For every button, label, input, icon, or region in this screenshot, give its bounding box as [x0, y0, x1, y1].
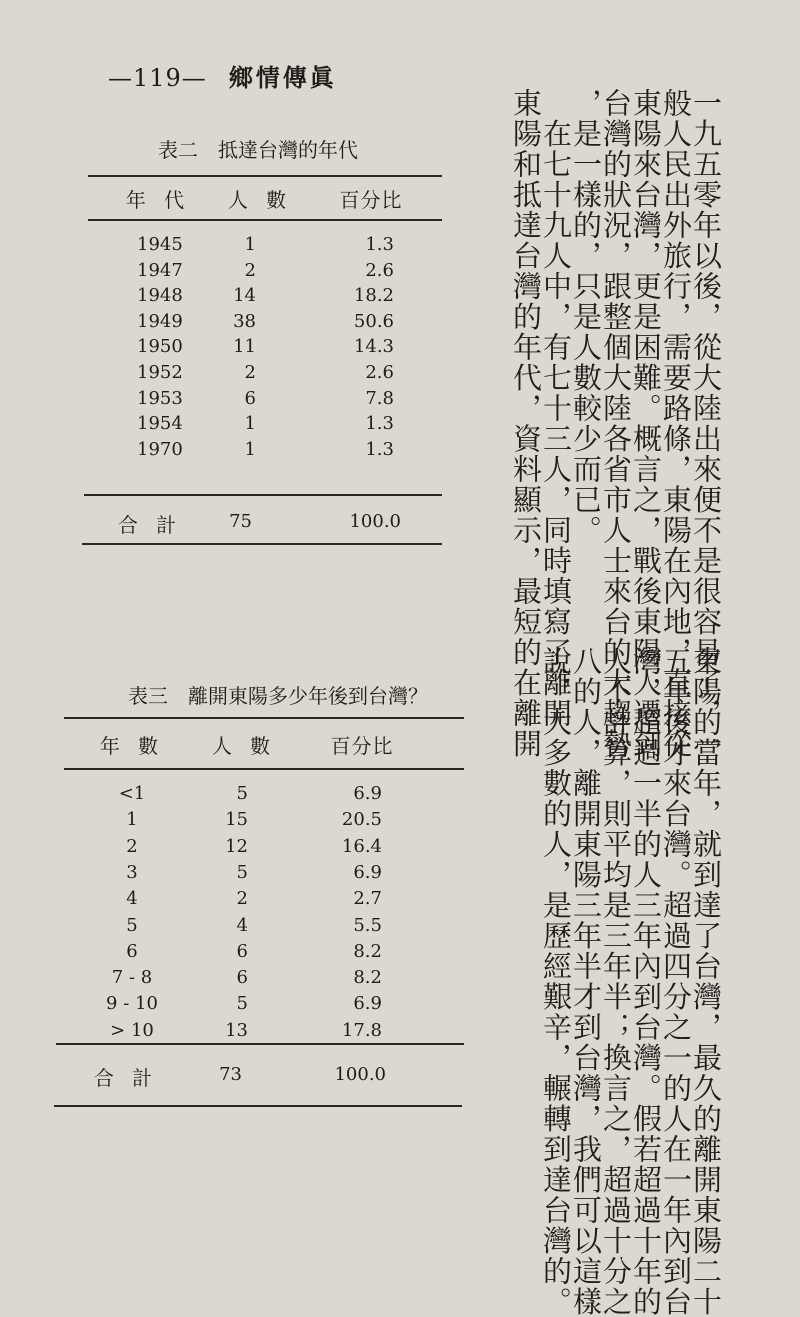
- cell-label: 1948: [137, 285, 183, 307]
- cell-count: 4: [236, 914, 248, 936]
- cell-count: 5: [236, 993, 248, 1015]
- cell-label: 5: [126, 914, 138, 936]
- cell-count: 12: [225, 835, 248, 857]
- cell-count: 38: [233, 310, 256, 332]
- column-header-years: 年 數: [99, 734, 165, 758]
- column-header-year: 年 代: [125, 188, 191, 212]
- cell-percent: 1.3: [365, 234, 394, 255]
- cell-percent: 6.9: [353, 861, 382, 883]
- cell-label: 3: [126, 861, 138, 883]
- cell-count: 6: [244, 387, 256, 409]
- table-total-rule: [84, 494, 442, 496]
- cell-count: 6: [236, 967, 248, 989]
- cell-percent: 50.6: [353, 310, 394, 332]
- text-column: 說，大多數的人，是歷經艱辛，輾轉到達台灣的。: [539, 646, 573, 1317]
- cell-label: 1947: [137, 259, 183, 281]
- column-header-percent: 百分比: [330, 734, 394, 758]
- page-header: [108, 58, 337, 93]
- cell-percent: 7.8: [365, 387, 394, 409]
- cell-label: 7 - 8: [111, 967, 153, 989]
- cell-label: 9 - 10: [106, 993, 158, 1015]
- cell-percent: 1.3: [365, 438, 394, 460]
- text-column: 灣，超過一半的人三年內到台灣。假若超過十年的: [629, 646, 663, 1317]
- column-header-count: 人 數: [227, 188, 293, 212]
- total-count: 73: [219, 1064, 242, 1085]
- cell-percent: 8.2: [353, 940, 382, 962]
- cell-count: 14: [233, 285, 256, 307]
- cell-percent: 2.6: [365, 362, 394, 383]
- cell-label: <1: [118, 783, 146, 804]
- text-column: 人不計算，則平均是三年半；換言之，超過十分之: [599, 646, 633, 1317]
- cell-percent: 14.3: [353, 336, 394, 358]
- total-label: 合 計: [117, 513, 183, 537]
- cell-count: 11: [233, 336, 256, 358]
- text-column: 五年後才來台灣。超過四分之一的人在一年內到台: [659, 646, 693, 1317]
- cell-percent: 6.9: [353, 783, 382, 804]
- cell-percent: 5.5: [353, 914, 382, 936]
- table-top-rule: [88, 175, 442, 177]
- cell-count: 2: [236, 888, 248, 910]
- cell-percent: 18.2: [353, 285, 394, 307]
- cell-count: 1: [244, 438, 256, 460]
- cell-label: 1949: [137, 310, 183, 332]
- table-caption: 表二 抵達台灣的年代: [158, 138, 358, 162]
- cell-percent: 2.6: [365, 259, 394, 281]
- cell-percent: 1.3: [365, 413, 394, 435]
- cell-count: 1: [244, 234, 256, 255]
- cell-percent: 2.7: [353, 888, 382, 910]
- text-column: 東陽來台灣，更是困難。概言之，戰後東陽人遷到: [629, 88, 663, 759]
- cell-label: 1970: [137, 438, 183, 460]
- text-column: 台灣的狀況，跟整個大陸各省市人士來台的大趨勢: [599, 88, 633, 759]
- running-title: 鄉情傳眞: [228, 63, 337, 92]
- cell-label: > 10: [110, 1019, 154, 1041]
- text-column: 東陽的當年，就到達了台灣，最久的離開東陽二十: [689, 646, 723, 1317]
- total-percent: 100.0: [334, 1064, 386, 1085]
- table-header-rule: [64, 768, 464, 770]
- cell-percent: 8.2: [353, 967, 382, 989]
- cell-count: 2: [244, 362, 256, 383]
- table-total-rule: [56, 1043, 464, 1045]
- column-header-count: 人 數: [211, 734, 277, 758]
- table-header-rule: [88, 219, 442, 221]
- text-column: 東陽和抵達台灣的年代，資料顯示，最短的在離開: [509, 88, 543, 759]
- cell-label: 1952: [137, 362, 183, 383]
- cell-count: 2: [244, 259, 256, 281]
- cell-label: 1954: [137, 413, 183, 435]
- table-bottom-rule: [54, 1105, 462, 1107]
- table-top-rule: [64, 717, 464, 719]
- cell-count: 15: [225, 809, 248, 831]
- cell-percent: 20.5: [341, 809, 382, 831]
- text-column: 般人民出外旅行，需要路條，東陽在內地，直接從: [659, 88, 693, 759]
- text-column: 八的人，離開東陽三年半才到台灣，我們可以這樣: [569, 646, 603, 1317]
- cell-count: 1: [244, 413, 256, 435]
- cell-label: 2: [126, 835, 138, 857]
- text-column: ，是一樣的，只是人數較少而已。: [569, 88, 603, 546]
- page-number: —119—: [108, 64, 207, 92]
- cell-count: 6: [236, 940, 248, 962]
- cell-label: 4: [126, 888, 138, 910]
- total-label: 合 計: [93, 1066, 159, 1090]
- cell-percent: 17.8: [341, 1019, 382, 1041]
- cell-percent: 6.9: [353, 993, 382, 1015]
- text-column: 一九五零年以後，從大陸出來便不是很容易了，一: [689, 88, 723, 759]
- table-caption: 表三 離開東陽多少年後到台灣？: [128, 684, 428, 708]
- text-column: 在七十九人中，有七十三人，同時填寫了離開: [539, 88, 573, 729]
- cell-label: 1: [126, 809, 138, 831]
- column-header-percent: 百分比: [339, 188, 403, 212]
- cell-count: 5: [236, 861, 248, 883]
- cell-percent: 16.4: [341, 835, 382, 857]
- cell-label: 1950: [137, 336, 183, 358]
- cell-count: 13: [225, 1019, 248, 1041]
- table-bottom-rule: [82, 543, 442, 545]
- cell-label: 1945: [137, 234, 183, 255]
- cell-label: 6: [126, 940, 138, 962]
- cell-count: 5: [236, 783, 248, 804]
- total-count: 75: [229, 511, 252, 532]
- cell-label: 1953: [137, 387, 183, 409]
- total-percent: 100.0: [349, 511, 401, 532]
